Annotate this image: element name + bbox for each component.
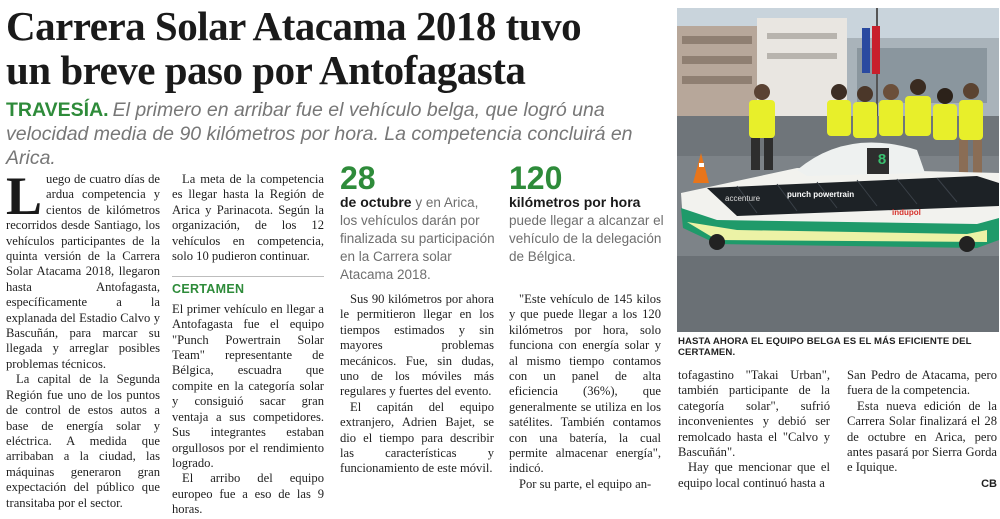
drop-cap: L bbox=[6, 166, 43, 226]
column-5 bbox=[678, 368, 830, 491]
col1-paragraph-1 bbox=[6, 166, 160, 372]
photo-caption: HASTA AHORA EL EQUIPO BELGA ES EL MÁS EFICIENTE DEL CERTAMEN. bbox=[678, 336, 972, 358]
col2-paragraph-2: El primer vehículo en llegar a Antofagasta fue el equipo "Punch Powertrain Solar Team" representante de Bélgica, escuadra que compite en la categoría solar y consiguió sacar gran ventaja a sus competidores. Sus integrantes estaban orgullosos por el rendimiento logrado. bbox=[172, 301, 324, 470]
col3-paragraph-1: Sus 90 kilómetros por ahora le permitieron llegar en los tiempos estimados y sin mayores problemas mecánicos. Fue, sin dudas, uno de los móviles más regulares y fuertes del evento. bbox=[340, 292, 494, 399]
column-2 bbox=[172, 172, 324, 518]
solar-car-photo-illustration bbox=[677, 8, 999, 332]
sponsor-indupol: indupol bbox=[892, 208, 921, 217]
stat-speed-label: kilómetros por hora bbox=[509, 194, 641, 210]
headline-line-2: un breve paso por Antofagasta bbox=[6, 47, 526, 93]
column-4 bbox=[509, 292, 661, 492]
stat-date-number: 28 bbox=[340, 160, 376, 196]
col4-paragraph-2: Por su parte, el equipo an- bbox=[519, 476, 652, 491]
section-heading-certamen: CERTAMEN bbox=[172, 276, 324, 297]
deck-text: El primero en arribar fue el vehículo belga, que logró una velocidad media de 90 kilómetros por hora. La competencia concluirá en Arica. bbox=[6, 99, 633, 169]
stat-date-text: y en Arica, los vehículos darán por finalizada su participación en la Carrera solar Atacama 2018. bbox=[340, 195, 495, 282]
column-1 bbox=[6, 166, 160, 511]
column-3 bbox=[340, 292, 494, 477]
col1-paragraph-1-text: uego de cuatro días de ardua competencia y cientos de kilómetros recorridos desde Santiago, los vehículos participantes de la quinta versión de la Carrera Solar Atacama 2018, llegaron hasta Antofagasta, específicamente a la explanada del Estadio Calvo y Bascuñán, para marcar su llegada y arreglar posibles problemas técnicos. bbox=[6, 172, 160, 371]
sponsor-accenture: accenture bbox=[725, 194, 761, 203]
col6-paragraph-1: San Pedro de Atacama, pero fuera de la competencia. bbox=[847, 368, 997, 398]
car-number: 8 bbox=[877, 151, 887, 168]
sponsor-punch: punch powertrain bbox=[787, 190, 855, 199]
col6-paragraph-2: Esta nueva edición de la Carrera Solar finalizará el 28 de octubre en Arica, pero antes pasará por Sierra Gorda e Iquique. bbox=[847, 398, 997, 475]
stat-box-date bbox=[340, 162, 496, 284]
headline-line-1: Carrera Solar Atacama 2018 tuvo bbox=[6, 3, 582, 49]
stat-date-label: de octubre bbox=[340, 194, 412, 210]
end-mark-glyph: CB bbox=[981, 477, 997, 490]
stat-box-speed bbox=[509, 162, 665, 266]
column-6 bbox=[847, 368, 997, 492]
end-mark bbox=[847, 476, 997, 492]
deck-kicker: TRAVESÍA. bbox=[6, 99, 109, 121]
col4-paragraph-1: "Este vehículo de 145 kilos y que puede llegar a los 120 kilómetros por hora, solo funciona con energía solar y al mismo tiempo contamos con un panel de alta eficiencia (36%), que generalmente se utiliza en los satélites. También contamos con una batería, la cual permite almacenar energía", indicó. bbox=[509, 292, 661, 476]
col1-paragraph-2: La capital de la Segunda Región fue uno de los puntos de control de estos autos a base de energía solar y eléctrica. A medida que arribaban a la ciudad, las máquinas generaron gran expectación del público que transitaba por el sector. bbox=[6, 372, 160, 510]
col3-paragraph-2: El capitán del equipo extranjero, Adrien Bajet, se dio el tiempo para describir las características y funcionamiento de este móvil. bbox=[340, 399, 494, 476]
news-photo bbox=[677, 8, 999, 332]
col5-paragraph-1: tofagastino "Takai Urban", también participante de la categoría solar", sufrió inconvenientes y debió ser remolcado hasta el "Calvo y Bascuñán". bbox=[678, 368, 830, 460]
col2-paragraph-1: La meta de la competencia es llegar hasta la Región de Arica y Parinacota. Según la organización, de los 12 vehículos en competencia, solo 10 pudieron continuar. bbox=[172, 172, 324, 264]
deck bbox=[6, 98, 666, 170]
stat-speed-number: 120 bbox=[509, 160, 563, 196]
headline bbox=[6, 4, 676, 92]
col2-paragraph-3: El arribo del equipo europeo fue a eso de las 9 horas. bbox=[172, 471, 324, 517]
col5-paragraph-2: Hay que mencionar que el equipo local continuó hasta a bbox=[678, 460, 830, 490]
stat-speed-text: puede llegar a alcanzar el vehículo de la delegación de Bélgica. bbox=[509, 213, 664, 264]
